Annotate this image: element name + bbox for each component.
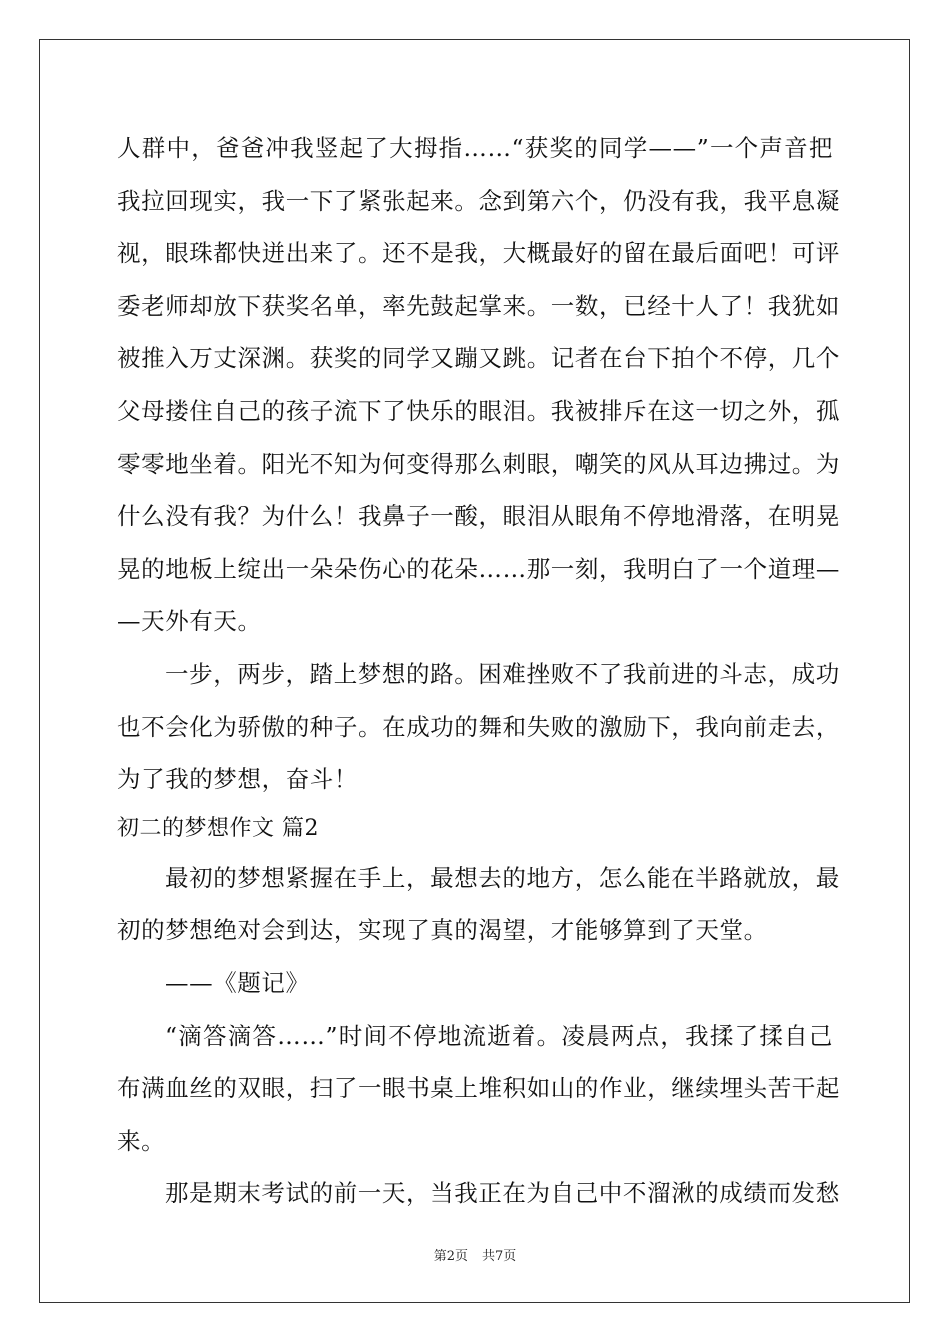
paragraph-2 [117,648,840,806]
text-line: 初的梦想绝对会到达，实现了真的渴望，才能够算到了天堂。 [117,916,768,945]
text-line: 视，眼珠都快迸出来了。还不是我，大概最好的留在最后面吧！可评 [117,239,840,268]
text-line: “滴答滴答……”时间不停地流逝着。凌晨两点，我揉了揉自己 [165,1021,833,1050]
text-line: 委老师却放下获奖名单，率先鼓起掌来。一数，已经十人了！我犹如 [117,291,840,320]
text-line: 零零地坐着。阳光不知为何变得那么刺眼，嘲笑的风从耳边拂过。为 [117,449,840,478]
text-line: 一步，两步，踏上梦想的路。困难挫败不了我前进的斗志，成功 [165,659,840,688]
text-line: 也不会化为骄傲的种子。在成功的舞和失败的激励下，我向前走去， [117,712,840,741]
text-line: 那是期末考试的前一天，当我正在为自己中不溜湫的成绩而发愁 [165,1179,840,1208]
text-line: 布满血丝的双眼，扫了一眼书桌上堆积如山的作业，继续埋头苦干起 [117,1074,840,1103]
text-line: 我拉回现实，我一下了紧张起来。念到第六个，仍没有我，我平息凝 [117,186,840,215]
text-line: 为了我的梦想，奋斗！ [117,765,358,794]
paragraph-1 [117,122,840,648]
page-total: 共7页 [482,1249,517,1264]
text-line: 人群中，爸爸冲我竖起了大拇指……“获奖的同学——”一个声音把 [117,134,833,162]
text-line: 最初的梦想紧握在手上，最想去的地方，怎么能在半路就放，最 [165,863,840,892]
text-line: 被推入万丈深渊。获奖的同学又蹦又跳。记者在台下拍个不停，几个 [117,344,840,373]
paragraph-4 [117,1167,840,1220]
paragraph-3 [117,1010,840,1168]
text-line: 来。 [117,1126,166,1155]
text-line: 晃的地板上绽出一朵朵伤心的花朵……那一刻，我明白了一个道理— [117,554,840,583]
text-line: —天外有天。 [117,607,262,636]
text-line: 什么没有我？为什么！我鼻子一酸，眼泪从眼角不停地滑落，在明晃 [117,502,840,531]
document-body [117,122,840,1220]
section-heading: 初二的梦想作文 篇2 [117,815,319,841]
page-footer [0,1245,950,1264]
epigraph-source: ——《题记》 [165,968,310,997]
epigraph-quote [117,852,840,957]
page-number: 第2页 [433,1249,468,1264]
text-line: 父母搂住自己的孩子流下了快乐的眼泪。我被排斥在这一切之外，孤 [117,396,840,425]
